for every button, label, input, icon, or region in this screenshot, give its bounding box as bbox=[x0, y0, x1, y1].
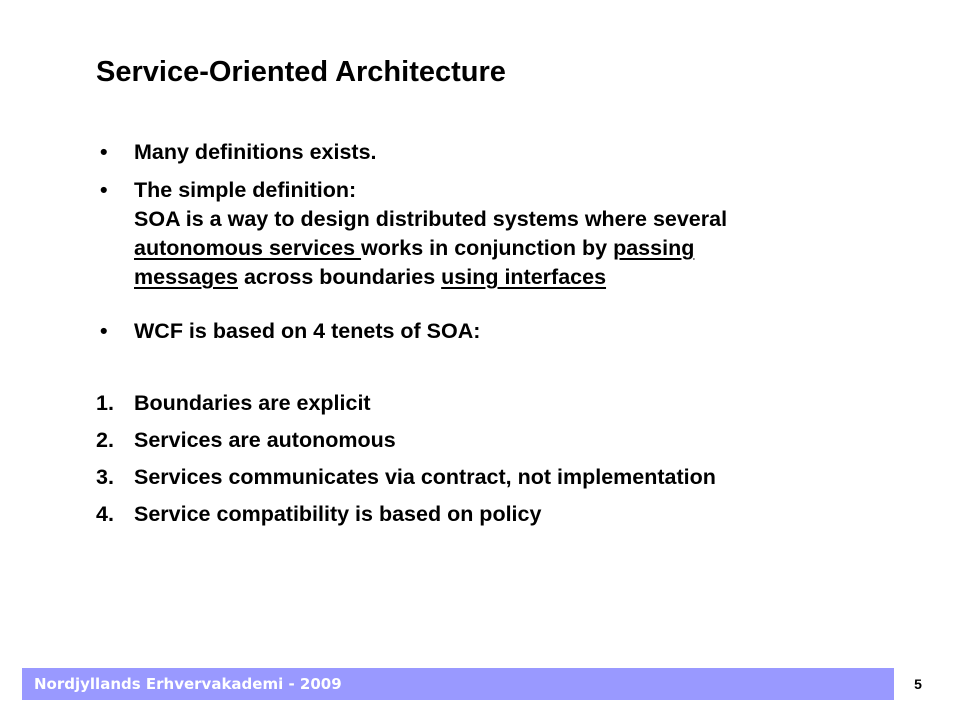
tenet-text: Services communicates via contract, not implementation bbox=[134, 465, 716, 489]
underlined-term: autonomous services bbox=[134, 236, 362, 260]
definition-line-3 bbox=[134, 263, 727, 292]
bullet-dot: • bbox=[100, 319, 108, 343]
tenet-number: 4. bbox=[96, 502, 114, 526]
footer-text: Nordjyllands Erhvervakademi - 2009 bbox=[34, 675, 342, 693]
tenet-text: Boundaries are explicit bbox=[134, 391, 371, 415]
page-number: 5 bbox=[914, 676, 922, 692]
bullet-dot: • bbox=[100, 178, 108, 202]
tenet-number: 1. bbox=[96, 391, 114, 415]
bullet-item bbox=[100, 138, 377, 167]
bullet-text: Many definitions exists. bbox=[134, 140, 377, 164]
tenet-item bbox=[96, 463, 716, 500]
tenet-item bbox=[96, 426, 716, 463]
underlined-term: passing bbox=[613, 236, 695, 260]
definition-heading: The simple definition: bbox=[134, 178, 357, 202]
tenet-item bbox=[96, 389, 716, 426]
tenet-text: Services are autonomous bbox=[134, 428, 396, 452]
definition-text: across boundaries bbox=[238, 265, 442, 289]
underlined-term: messages bbox=[134, 265, 238, 289]
footer-bar bbox=[22, 668, 894, 700]
definition-text: works in conjunction by bbox=[361, 236, 614, 260]
bullet-text: WCF is based on 4 tenets of SOA: bbox=[134, 319, 481, 343]
definition-line-1: SOA is a way to design distributed systems where several bbox=[134, 207, 728, 231]
definition-line-2 bbox=[134, 234, 727, 263]
bullet-dot: • bbox=[100, 140, 108, 164]
tenet-number: 3. bbox=[96, 465, 114, 489]
slide-title: Service-Oriented Architecture bbox=[96, 56, 506, 88]
bullet-item bbox=[100, 317, 480, 346]
underlined-term: using interfaces bbox=[441, 265, 607, 289]
tenet-item bbox=[96, 500, 716, 537]
bullet-item-definition bbox=[100, 176, 727, 292]
tenets-list bbox=[96, 389, 716, 537]
tenet-number: 2. bbox=[96, 428, 114, 452]
tenet-text: Service compatibility is based on policy bbox=[134, 502, 542, 526]
